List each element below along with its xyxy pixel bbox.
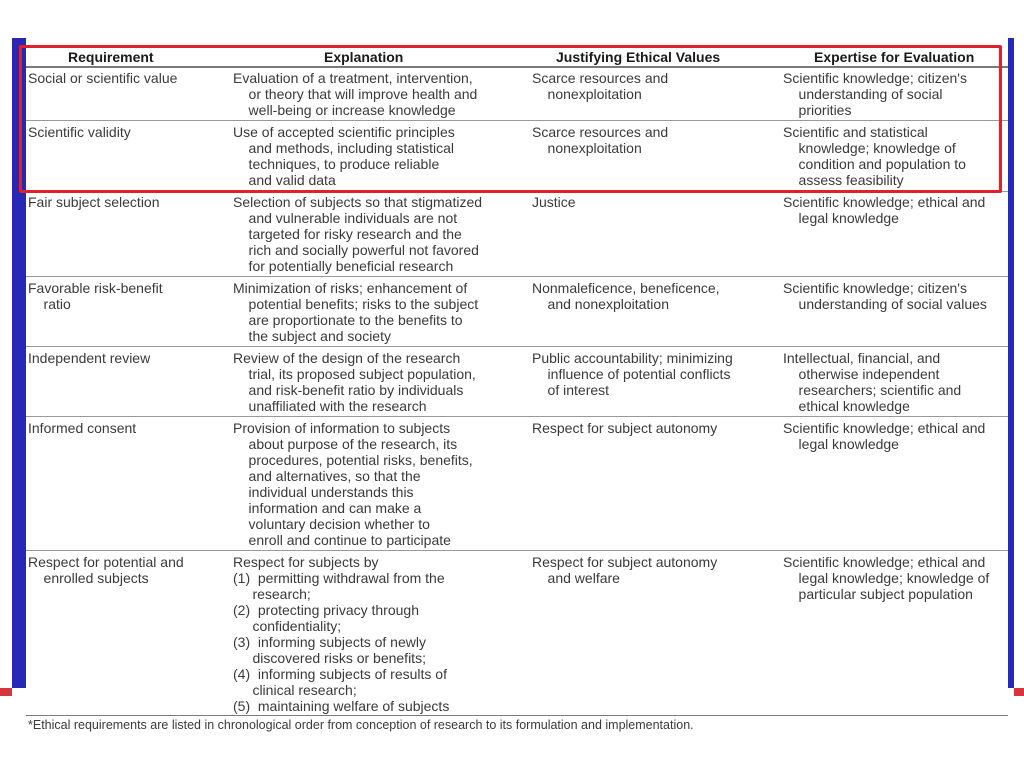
row-5-explanation: Review of the design of the research trial, its proposed subject population, and risk-benefit ratio by individuals unaffiliated with the research <box>233 350 476 414</box>
row-6-requirement: Informed consent <box>28 420 137 436</box>
row-5-values: Public accountability; minimizing influence of potential conflicts of interest <box>532 350 733 398</box>
row-1-values: Scarce resources and nonexploitation <box>532 70 669 102</box>
row-2-values: Scarce resources and nonexploitation <box>532 124 669 156</box>
row-1-explanation: Evaluation of a treatment, intervention, or theory that will improve health and well-being or increase knowledge <box>233 70 478 118</box>
row-1-expertise: Scientific knowledge; citizen's understanding of social priorities <box>783 70 967 118</box>
row-2-explanation: Use of accepted scientific principles and methods, including statistical techniques, to produce reliable and valid data <box>233 124 455 188</box>
row-3-explanation: Selection of subjects so that stigmatized and vulnerable individuals are not targeted for risky research and the rich and socially powerful not favored for potentially beneficial research <box>233 194 483 274</box>
row-4-values: Nonmaleficence, beneficence, and nonexploitation <box>532 280 720 312</box>
table-bottom-rule <box>26 715 1008 716</box>
row-3-values: Justice <box>532 194 576 210</box>
row-rule <box>26 416 1008 417</box>
row-7-expertise: Scientific knowledge; ethical and legal knowledge; knowledge of particular subject population <box>783 554 990 602</box>
row-5-requirement: Independent review <box>28 350 151 366</box>
row-7-explanation: Respect for subjects by (1) permitting withdrawal from the research; (2) protecting privacy through confidentiality; (3) informing subjects of newly discovered risks or benefits; (4) informing subjects of results of clinical research; (5) maintaining welfare of subjects <box>233 554 450 714</box>
left-accent-stub <box>0 688 12 696</box>
row-6-expertise: Scientific knowledge; ethical and legal knowledge <box>783 420 986 452</box>
row-2-expertise: Scientific and statistical knowledge; knowledge of condition and population to assess feasibility <box>783 124 966 188</box>
row-rule <box>26 276 1008 277</box>
row-7-values: Respect for subject autonomy and welfare <box>532 554 718 586</box>
row-4-explanation: Minimization of risks; enhancement of potential benefits; risks to the subject are proportionate to the benefits to the subject and society <box>233 280 479 344</box>
right-accent-stub <box>1014 688 1024 696</box>
row-4-expertise: Scientific knowledge; citizen's understanding of social values <box>783 280 987 312</box>
row-4-requirement: Favorable risk-benefit ratio <box>28 280 163 312</box>
row-7-requirement: Respect for potential and enrolled subjects <box>28 554 184 586</box>
row-3-expertise: Scientific knowledge; ethical and legal knowledge <box>783 194 986 226</box>
header-justifying-values: Justifying Ethical Values <box>556 49 721 65</box>
right-frame-bar <box>1008 38 1014 688</box>
row-1-requirement: Social or scientific value <box>28 70 178 86</box>
row-2-requirement: Scientific validity <box>28 124 131 140</box>
row-rule <box>26 346 1008 347</box>
row-rule <box>26 550 1008 551</box>
row-6-explanation: Provision of information to subjects about purpose of the research, its procedures, potential risks, benefits, and alternatives, so that the individual understands this information and can make a voluntary decision whether to enroll and continue to participate <box>233 420 473 548</box>
row-6-values: Respect for subject autonomy <box>532 420 718 436</box>
row-3-requirement: Fair subject selection <box>28 194 160 210</box>
header-explanation: Explanation <box>324 49 404 65</box>
header-requirement: Requirement <box>68 49 154 65</box>
highlight-box <box>19 45 1002 193</box>
row-5-expertise: Intellectual, financial, and otherwise independent researchers; scientific and ethical knowledge <box>783 350 962 414</box>
table-footnote: *Ethical requirements are listed in chronological order from conception of research to its formulation and implementation. <box>28 718 694 732</box>
header-expertise: Expertise for Evaluation <box>814 49 975 65</box>
